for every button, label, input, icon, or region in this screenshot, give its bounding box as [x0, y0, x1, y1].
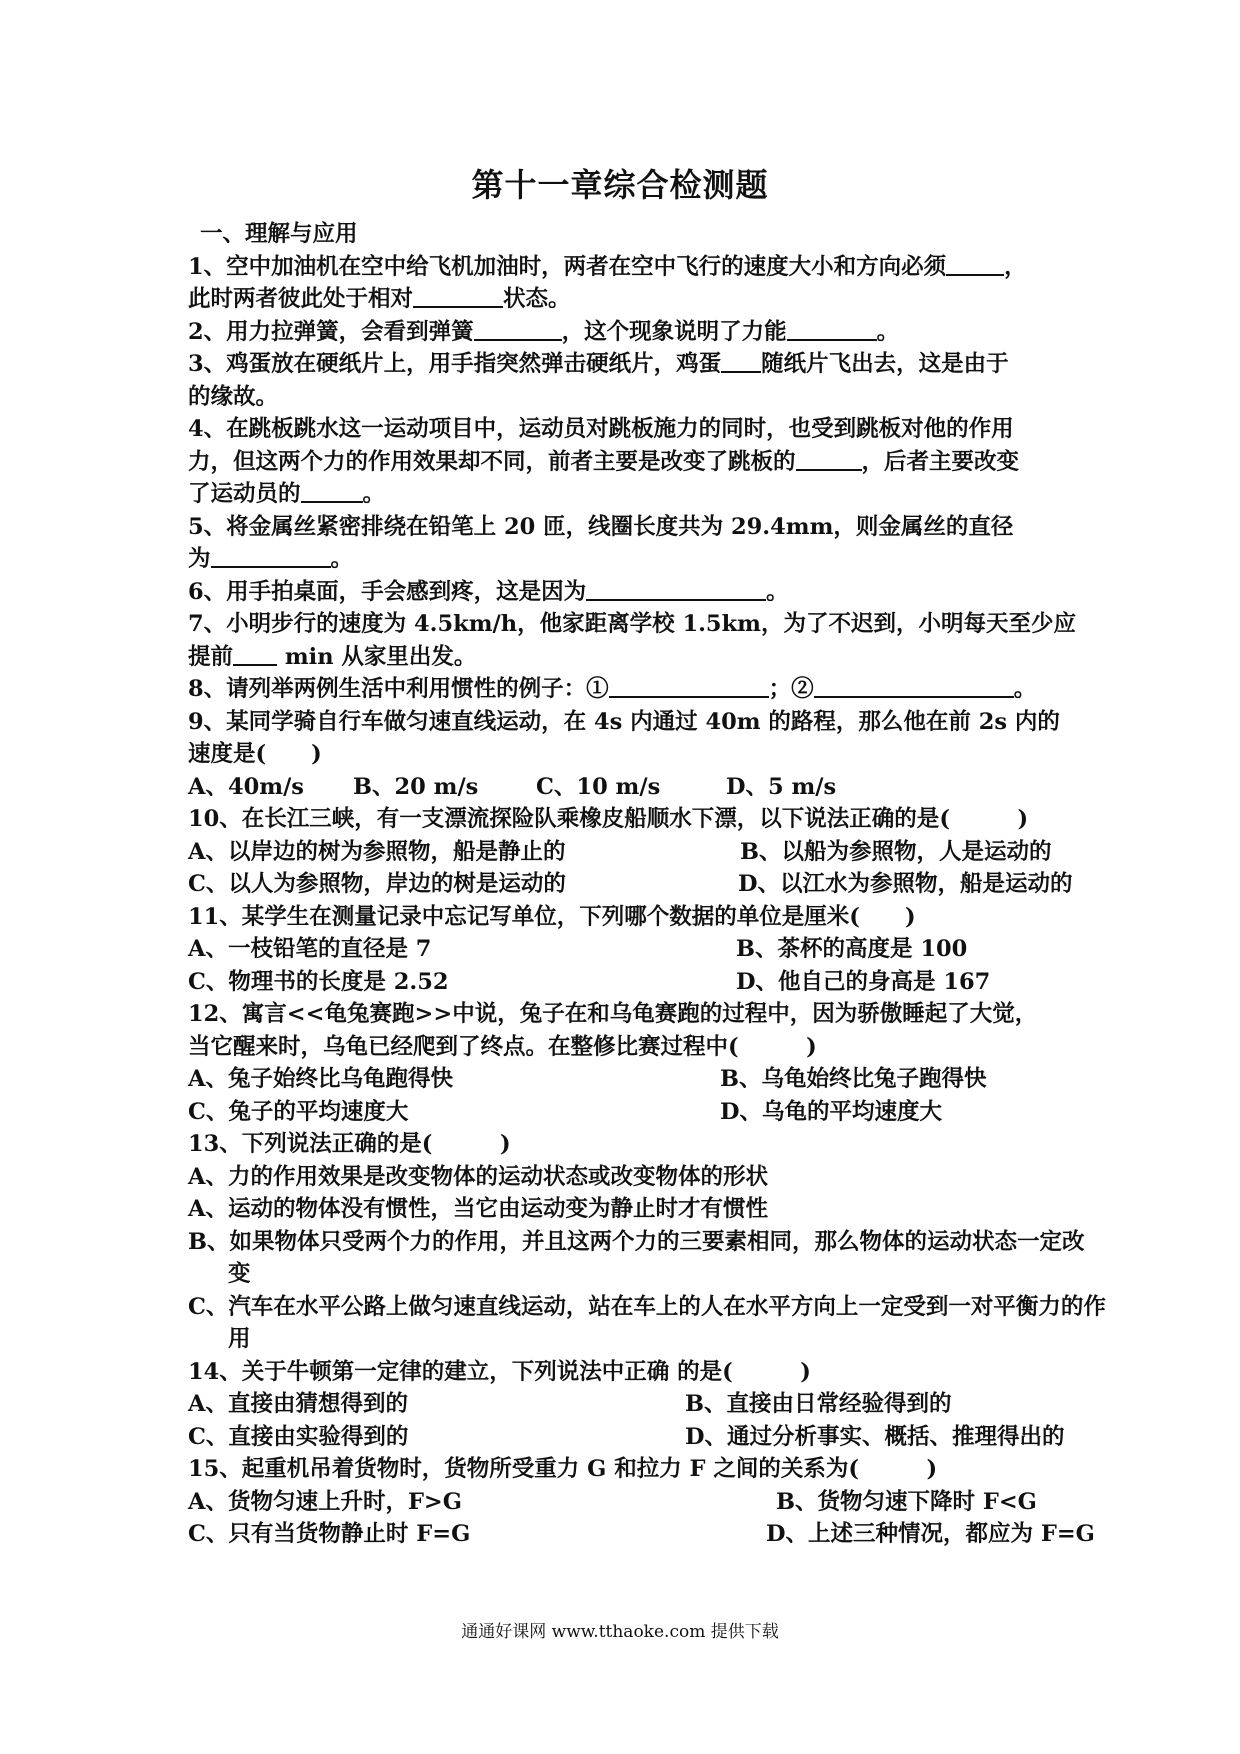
answer-blank[interactable]	[233, 642, 277, 666]
answer-blank[interactable]	[814, 674, 1014, 698]
option-c[interactable]: C、汽车在水平公路上做匀速直线运动，站在车上的人在水平方向上一定受到一对平衡力的作用	[188, 1293, 1106, 1352]
question-11-options-row-2	[188, 966, 1106, 999]
option-a[interactable]: A、直接由猜想得到的	[188, 1391, 408, 1417]
question-7-line-1: 7、小明步行的速度为 4.5km/h，他家距离学校 1.5km，为了不迟到，小明每天至少应	[188, 611, 1076, 637]
question-3-line-2: 的缘故。	[188, 383, 279, 410]
punctuation: 。	[362, 481, 386, 507]
question-3-line-1	[188, 348, 1106, 381]
question-2-text: ，这个现象说明了力能	[561, 318, 787, 345]
question-9-line-2: 速度是( )	[188, 741, 322, 767]
question-7-text: min 从家里出发。	[277, 643, 477, 670]
punctuation: ，	[1004, 253, 1027, 280]
option-b[interactable]: B、直接由日常经验得到的	[685, 1391, 952, 1417]
option-b[interactable]: B、以船为参照物，人是运动的	[740, 838, 1052, 865]
answer-blank[interactable]	[474, 317, 562, 341]
answer-blank[interactable]	[946, 252, 1004, 276]
option-b[interactable]: B、20 m/s	[353, 773, 479, 800]
question-8	[188, 673, 1106, 706]
answer-blank[interactable]	[609, 674, 769, 698]
question-8-text: 8、请列举两例生活中利用惯性的例子：①	[188, 676, 609, 702]
punctuation: 。	[330, 546, 354, 572]
option-c[interactable]: C、以人为参照物，岸边的树是运动的	[188, 871, 566, 897]
question-12-options-row-2	[188, 1096, 1106, 1129]
punctuation: 。	[1013, 676, 1037, 702]
option-b[interactable]: B、乌龟始终比兔子跑得快	[720, 1066, 987, 1092]
page-footer: 通通好课网 www.tthaoke.com 提供下载	[461, 1622, 779, 1642]
question-14-options-row-2	[188, 1421, 1106, 1454]
question-8-text: ；②	[768, 676, 814, 702]
question-1-line-2	[188, 283, 1106, 316]
question-11-stem: 11、某学生在测量记录中忘记写单位，下列哪个数据的单位是厘米( )	[188, 903, 916, 930]
question-1-text: 1、空中加油机在空中给飞机加油时，两者在空中飞行的速度大小和方向必须	[188, 253, 947, 280]
page-title: 第十一章综合检测题	[471, 166, 769, 204]
question-9-line-1: 9、某同学骑自行车做匀速直线运动，在 4s 内通过 40m 的路程，那么他在前 2s 内的	[188, 708, 1060, 735]
section-heading: 一、理解与应用	[200, 221, 358, 247]
answer-blank[interactable]	[413, 284, 503, 308]
option-a[interactable]: A、力的作用效果是改变物体的运动状态或改变物体的形状	[188, 1163, 768, 1190]
option-d[interactable]: D、上述三种情况，都应为 F=G	[766, 1521, 1095, 1547]
question-10-stem: 10、在长江三峡，有一支漂流探险队乘橡皮船顺水下漂，以下说法正确的是( )	[188, 806, 1029, 832]
question-2	[188, 316, 1106, 349]
question-1-text: 状态。	[503, 286, 571, 312]
option-c[interactable]: C、直接由实验得到的	[188, 1423, 409, 1450]
question-2-text: 2、用力拉弹簧，会看到弹簧	[188, 318, 474, 345]
answer-blank[interactable]	[301, 479, 363, 503]
question-4-line-1: 4、在跳板跳水这一运动项目中，运动员对跳板施力的同时，也受到跳板对他的作用	[188, 416, 1014, 442]
option-d[interactable]: D、乌龟的平均速度大	[720, 1098, 943, 1125]
option-a[interactable]: A、以岸边的树为参照物，船是静止的	[188, 838, 566, 865]
option-a[interactable]: A、兔子始终比乌龟跑得快	[188, 1066, 453, 1092]
option-b[interactable]: B、茶杯的高度是 100	[736, 936, 968, 962]
option-b[interactable]: B、如果物体只受两个力的作用，并且这两个力的三要素相同，那么物体的运动状态一定改变	[188, 1228, 1085, 1287]
question-1-line-1	[188, 251, 1106, 284]
question-13-stem: 13、下列说法正确的是( )	[188, 1131, 511, 1157]
question-4-text: 了运动员的	[188, 481, 301, 507]
option-a-2[interactable]: A、运动的物体没有惯性，当它由运动变为静止时才有惯性	[188, 1196, 768, 1222]
question-4-text: 力，但这两个力的作用效果却不同，前者主要是改变了跳板的	[188, 448, 796, 475]
option-c[interactable]: C、兔子的平均速度大	[188, 1098, 409, 1125]
option-b[interactable]: B、货物匀速下降时 F<G	[776, 1488, 1037, 1515]
question-1-text: 此时两者彼此处于相对	[188, 286, 414, 312]
question-7-line-2	[188, 641, 1106, 674]
question-4-line-2	[188, 446, 1106, 479]
option-c[interactable]: C、10 m/s	[536, 773, 661, 800]
answer-blank[interactable]	[787, 317, 877, 341]
question-4-text: ，后者主要改变	[861, 448, 1020, 475]
question-10-options-row-2	[188, 868, 1106, 901]
answer-blank[interactable]	[721, 349, 761, 373]
option-a[interactable]: A、一枝铅笔的直径是 7	[188, 936, 432, 962]
option-a[interactable]: A、40m/s	[188, 773, 304, 800]
option-d[interactable]: D、5 m/s	[726, 773, 837, 800]
option-c[interactable]: C、只有当货物静止时 F=G	[188, 1521, 471, 1547]
question-5-line-2	[188, 543, 1106, 576]
option-d[interactable]: D、通过分析事实、概括、推理得出的	[685, 1423, 1065, 1450]
option-d[interactable]: D、他自己的身高是 167	[736, 968, 991, 995]
option-d[interactable]: D、以江水为参照物，船是运动的	[738, 871, 1073, 897]
punctuation: 。	[876, 318, 900, 345]
option-a[interactable]: A、货物匀速上升时，F>G	[188, 1488, 462, 1515]
question-15-stem: 15、起重机吊着货物时，货物所受重力 G 和拉力 F 之间的关系为( )	[188, 1456, 938, 1482]
question-12-options-row-1	[188, 1063, 1106, 1096]
question-6	[188, 576, 1106, 609]
answer-blank[interactable]	[796, 447, 862, 471]
question-3-text: 3、鸡蛋放在硬纸片上，用手指突然弹击硬纸片，鸡蛋	[188, 351, 722, 377]
question-3-text: 随纸片飞出去，这是由于	[761, 351, 1009, 377]
option-c[interactable]: C、物理书的长度是 2.52	[188, 968, 449, 995]
question-4-line-3	[188, 478, 1106, 511]
question-9-options	[188, 771, 1106, 804]
question-14-options-row-1	[188, 1388, 1106, 1421]
question-12-line-1: 12、寓言<<龟兔赛跑>>中说，兔子在和乌龟赛跑的过程中，因为骄傲睡起了大觉，	[188, 1001, 1038, 1027]
question-7-text: 提前	[188, 643, 234, 670]
question-15-options-row-1	[188, 1486, 1106, 1519]
question-12-line-2: 当它醒来时，乌龟已经爬到了终点。在整修比赛过程中( )	[188, 1033, 817, 1060]
answer-blank[interactable]	[586, 577, 766, 601]
answer-blank[interactable]	[211, 544, 331, 568]
question-5-text: 为	[188, 546, 211, 572]
question-15-options-row-2	[188, 1518, 1106, 1551]
punctuation: 。	[766, 578, 789, 605]
question-list	[188, 218, 1106, 1551]
question-10-options-row-1	[188, 836, 1106, 869]
question-14-stem: 14、关于牛顿第一定律的建立，下列说法中正确 的是( )	[188, 1358, 811, 1385]
question-5-line-1: 5、将金属丝紧密排绕在铅笔上 20 匝，线圈长度共为 29.4mm，则金属丝的直径	[188, 513, 1014, 540]
question-6-text: 6、用手拍桌面，手会感到疼，这是因为	[188, 578, 587, 605]
question-11-options-row-1	[188, 933, 1106, 966]
